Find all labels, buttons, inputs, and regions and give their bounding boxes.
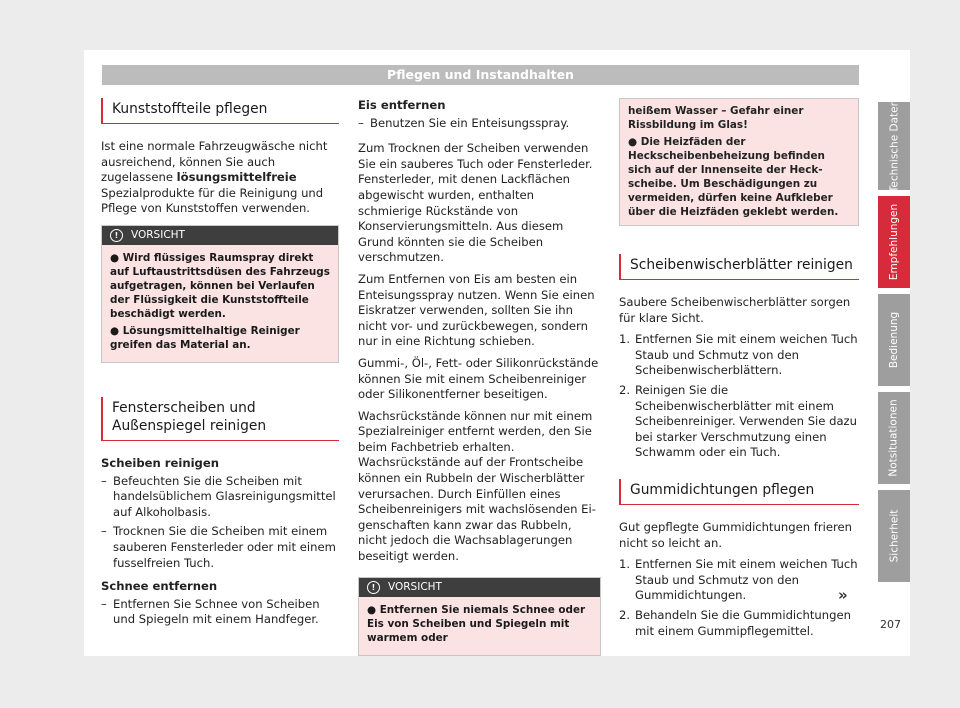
paragraph: Wachsrückstände können nur mit einem Spezialreiniger entfernt werden, den Sie beim Fachbetrieb erhalten. Wachsrückstände auf der Frontscheibe können ein Rubbeln der Wischerblätter verursachen. Durch Einfüllen eines Scheibenreinigers mit wachslösenden Eigenschaften kann zwar das Rubbeln, nicht jedoch die Wachsablagerungen beseitigt werden. xyxy=(358,408,596,564)
section-title-wipers: Scheibenwischerblätter reinigen xyxy=(619,254,859,280)
caution-box-continued xyxy=(619,98,859,226)
paragraph: Zum Entfernen von Eis am besten ein Enteisungsspray nutzen. Wenn Sie einen Eiskratzer verwenden, sollten Sie ihn nicht vor- und zurückbewegen, sondern nur in eine Richtung schieben. xyxy=(358,271,595,349)
list-item: 1. Entfernen Sie mit einem weichen Tuch Staub und Schmutz von den Scheibenwischerblättern. xyxy=(619,332,858,378)
tab-empfehlungen[interactable]: Empfehlungen xyxy=(878,196,910,288)
caution-header: ! VORSICHT xyxy=(359,578,600,597)
caution-box-plastic xyxy=(101,225,339,363)
column-left xyxy=(101,98,339,632)
info-circle-icon: ! xyxy=(367,581,380,594)
subhead-clean-windows: Scheiben reinigen xyxy=(101,455,219,470)
caution-continued-text: heißem Wasser – Gefahr einer Rissbildung im Glas! xyxy=(628,105,804,131)
wipers-intro: Saubere Scheibenwischerblätter sorgen für klare Sicht. xyxy=(619,295,851,325)
column-right xyxy=(619,98,859,643)
paragraph: Gummi-, Öl-, Fett- oder Silikonrückstände können Sie mit einem Scheibenreiniger oder Silikonentferner beseitigen. xyxy=(358,355,599,402)
list-item: – Trocknen Sie die Scheiben mit einem sauberen Fensterleder oder mit einem fusselfreien Tuch. xyxy=(101,524,336,570)
section-title-windows: Fensterscheiben und Außenspiegel reinigen xyxy=(101,397,339,441)
subhead-snow: Schnee entfernen xyxy=(101,579,218,594)
page-number: 207 xyxy=(880,618,901,631)
tab-technische-daten[interactable]: Technische Daten xyxy=(878,102,910,190)
subhead-ice: Eis entfernen xyxy=(358,98,446,112)
plastic-intro: Ist eine normale Fahrzeugwäsche nicht ausreichend, können Sie auch zugelassene lösungsmittelfreie Spezialprodukte für die Reinigung und Pflege von Kunststoffen verwenden. xyxy=(101,139,328,216)
caution-item: ● Die Heizfäden der Heckscheibenbeheizung befinden sich auf der Innenseite der Heckscheibe. Um Beschädigungen zu vermeiden, dürfen keine Aufkleber über die Heizfäden geklebt werden. xyxy=(628,136,839,218)
tab-sicherheit[interactable]: Sicherheit xyxy=(878,490,910,582)
caution-box-ice xyxy=(358,577,601,656)
tab-notsituationen[interactable]: Notsituationen xyxy=(878,392,910,484)
caution-body xyxy=(359,597,600,655)
caution-item: ● Lösungsmittelhaltige Reiniger greifen das Material an. xyxy=(110,324,300,351)
seals-intro: Gut gepflegte Gummidichtungen frieren nicht so leicht an. xyxy=(619,519,852,550)
paragraph: Zum Trocknen der Scheiben verwenden Sie ein sauberes Tuch oder Fensterleder. Fensterleder, mit denen Lackflächen abgewischt wurden, enthalten schmierige Rückstände von Konservierungsmitteln. Aus diesem Grund könnten sie die Scheiben verschmutzen. xyxy=(358,141,593,265)
list-item: – Benutzen Sie ein Enteisungsspray. xyxy=(358,115,570,130)
caution-header: ! VORSICHT xyxy=(102,226,338,245)
section-title-seals: Gummidichtungen pflegen xyxy=(619,479,859,505)
page-header: Pflegen und Instandhalten xyxy=(102,65,859,85)
caution-item: ● Wird flüssiges Raumspray direkt auf Luftaustrittsdüsen des Fahrzeugs aufgetragen, können bei Verlaufen der Flüssigkeit die Kunststoffteile beschädigt werden. xyxy=(110,251,330,320)
list-item: – Befeuchten Sie die Scheiben mit handelsüblichem Glasreinigungsmittel auf Alkoholbasis. xyxy=(101,473,336,519)
list-item: 2. Reinigen Sie die Scheibenwischerblätter mit einem Scheibenreiniger. Verwenden Sie dazu bei starker Verschmutzung einen Schwamm oder ein Tuch. xyxy=(619,382,857,460)
list-item: 2. Behandeln Sie die Gummidichtungen mit einem Gummipflegemittel. xyxy=(619,607,851,638)
list-item: 1. Entfernen Sie mit einem weichen Tuch Staub und Schmutz von den Gummidichtungen. xyxy=(619,557,858,603)
tab-bedienung[interactable]: Bedienung xyxy=(878,294,910,386)
list-item: – Entfernen Sie Schnee von Scheiben und Spiegeln mit einem Handfeger. xyxy=(101,596,320,627)
continue-arrow-icon: » xyxy=(838,586,848,604)
caution-item: ● Entfernen Sie niemals Schnee oder Eis von Scheiben und Spiegeln mit warmem oder xyxy=(367,603,586,644)
section-title-plastic: Kunststoffteile pflegen xyxy=(101,98,339,124)
caution-body xyxy=(102,245,338,362)
column-middle xyxy=(358,98,601,656)
info-circle-icon: ! xyxy=(110,229,123,242)
